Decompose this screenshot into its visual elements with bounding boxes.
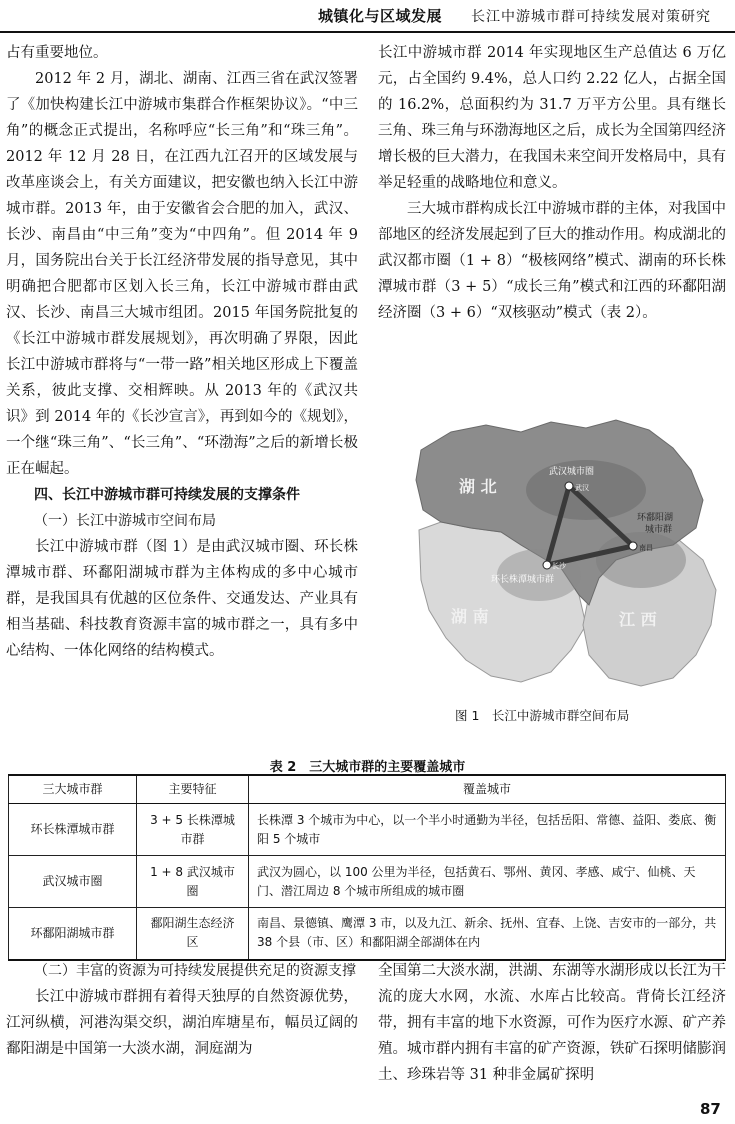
paragraph-history: 2012 年 2 月，湖北、湖南、江西三省在武汉签署了《加快构建长江中游城市集群合作框架协议》。“中三角”的概念正式提出，名称呼应“长三角”和“珠三角”。2012 年 12 月 28 日，在江西九江召开的区域发展与改革座谈会上，有关方面建议，把安徽也纳入长江中游城市群。2013 年，由于安徽省会合肥的加入，武汉、长沙、南昌由“中三角”变为“中四角”。但 2014 年 9 月，国务院出台关于长江经济带发展的指导意见，其中明确把合肥都市区划入长三角，长江中游城市群由武汉、长沙、南昌三大城市组团。2015 年国务院批复的《长江中游城市群发展规划》，再次明确了界限，因此长江中游城市群将与“一带一路”相关地区形成上下覆盖关系，彼此支撑、交相辉映。从 2013 年的《武汉共识》到 2014 年的《长沙宣言》，再到如今的《规划》，一个继“珠三角”、“长三角”、“环渤海”之后的新增长极正在崛起。	[6, 71, 358, 477]
poyang-shade	[596, 532, 686, 588]
table-row	[9, 908, 726, 960]
table-row	[9, 804, 726, 856]
label-hubei: 湖 北	[459, 477, 497, 496]
cell-cities: 武汉为圆心，以 100 公里为半径，包括黄石、鄂州、黄冈、孝感、咸宁、仙桃、天门、潜江周边 8 个城市所组成的城市圈	[249, 856, 726, 908]
header-feature: 主要特征	[137, 775, 249, 804]
paragraph-resources: 长江中游城市群拥有着得天独厚的自然资源优势，江河纵横，河港沟渠交织，湖泊库塘星布，幅员辽阔的鄱阳湖是中国第一大淡水湖，洞庭湖为	[6, 989, 358, 1057]
label-hunan: 湖 南	[451, 607, 489, 626]
right-column	[378, 40, 726, 326]
cell-feature: 1 + 8 武汉城市圈	[137, 856, 249, 908]
label-poyang-group-2: 城市群	[645, 525, 673, 535]
cell-cities: 长株潭 3 个城市为中心，以一个半小时通勤为半径，包括岳阳、常德、益阳、娄底、衡阳 5 个城市	[249, 804, 726, 856]
paragraph-continuation: 占有重要地位。	[6, 45, 108, 61]
label-changsha-group: 环长株潭城市群	[491, 575, 555, 585]
cell-cities: 南昌、景德镇、鹰潭 3 市，以及九江、新余、抚州、宜春、上饶、吉安市的一部分，共 38 个县（市、区）和鄱阳湖全部湖体在内	[249, 908, 726, 960]
table-row	[9, 856, 726, 908]
section-heading-4: 四、长江中游城市群可持续发展的支撑条件	[34, 487, 300, 503]
bottom-right-column	[378, 958, 726, 1088]
cell-feature: 3 + 5 长株潭城市群	[137, 804, 249, 856]
bottom-left-column	[6, 958, 358, 1062]
changsha-marker	[543, 561, 551, 569]
paragraph-three-groups: 三大城市群构成长江中游城市群的主体，对我国中部地区的经济发展起到了巨大的推动作用。构成湖北的武汉都市圈（1 + 8）“极核网络”模式、湖南的环长株潭城市群（3 + 5）“成长三角”模式和江西的环鄱阳湖经济圈（3 + 6）“双核驱动”模式（表 2）。	[378, 201, 726, 321]
subsection-heading-2: （二）丰富的资源为可持续发展提供充足的资源支撑	[34, 963, 356, 979]
running-paper-title: 长江中游城市群可持续发展对策研究	[471, 9, 711, 25]
paragraph-resources-cont: 全国第二大淡水湖，洪湖、东湖等水湖形成以长江为干流的庞大水网，水流、水库占比较高。背倚长江经济带，拥有丰富的地下水资源，可作为医疗水源、矿产养殖。城市群内拥有丰富的矿产资源，铁矿石探明储膨润土、珍珠岩等 31 种非金属矿探明	[378, 963, 726, 1083]
header-rule	[0, 31, 735, 33]
running-header	[0, 0, 735, 34]
subsection-heading-1: （一）长江中游城市空间布局	[34, 513, 216, 529]
cell-group: 环长株潭城市群	[9, 804, 137, 856]
figure-1-map	[411, 410, 729, 690]
map-svg	[411, 410, 729, 690]
table-header-row	[9, 775, 726, 804]
header-cities: 覆盖城市	[249, 775, 726, 804]
label-poyang-group-1: 环鄱阳湖	[637, 513, 674, 523]
label-jiangxi: 江 西	[619, 610, 657, 629]
coverage-table	[8, 774, 726, 961]
cell-feature: 鄱阳湖生态经济区	[137, 908, 249, 960]
label-changsha-city: 长沙	[552, 562, 566, 570]
table-caption: 表 2 三大城市群的主要覆盖城市	[269, 760, 466, 775]
label-nanchang-city: 南昌	[639, 544, 653, 552]
cell-group: 武汉城市圈	[9, 856, 137, 908]
cell-group: 环鄱阳湖城市群	[9, 908, 137, 960]
label-wuhan-group: 武汉城市圈	[549, 467, 595, 477]
page-number: 87	[700, 1100, 721, 1118]
section-title: 城镇化与区域发展	[318, 7, 443, 25]
nanchang-marker	[629, 542, 637, 550]
label-wuhan-city: 武汉	[575, 484, 589, 492]
left-column	[6, 40, 358, 664]
paragraph-economy: 长江中游城市群 2014 年实现地区生产总值达 6 万亿元，占全国约 9.4%，总人口约 2.22 亿人，占据全国的 16.2%，总面积约为 31.7 万平方公里。具有继长三角、珠三角与环渤海地区之后，成长为全国第四经济增长极的巨大潜力，在我国未来空间开发格局中，具有举足轻重的战略地位和意义。	[378, 45, 726, 191]
figure-caption: 图 1 长江中游城市群空间布局	[455, 708, 630, 723]
header-group: 三大城市群	[9, 775, 137, 804]
paragraph-layout: 长江中游城市群（图 1）是由武汉城市圈、环长株潭城市群、环鄱阳湖城市群为主体构成的多中心城市群，是我国具有优越的区位条件、交通发达、产业具有相当基础、科技教育资源丰富的城市群之一，具有多中心结构、一体化网络的结构模式。	[6, 539, 358, 659]
wuhan-marker	[565, 482, 573, 490]
